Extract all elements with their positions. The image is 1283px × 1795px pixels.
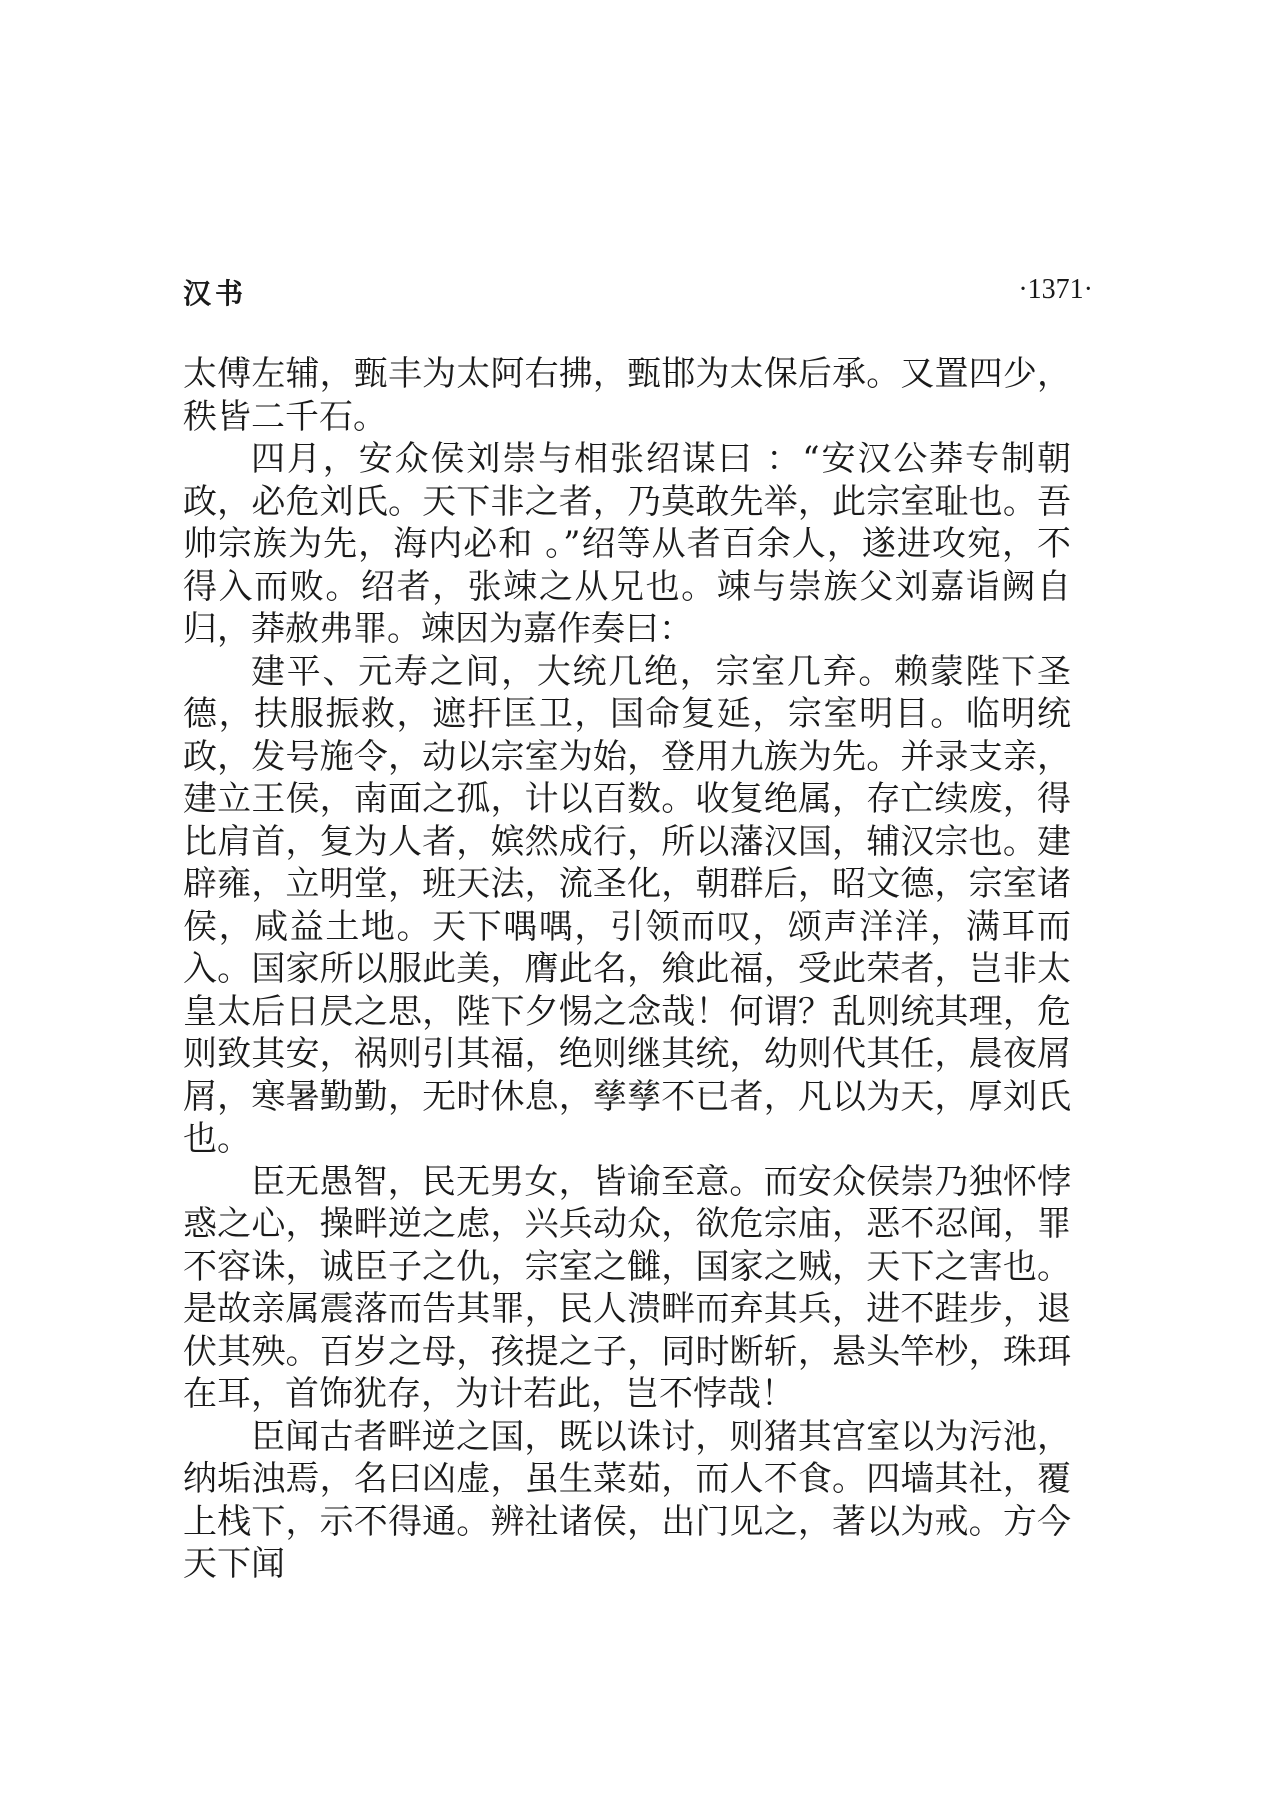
quoted-memorial-paragraph: 臣无愚智，民无男女，皆谕至意。而安众侯崇乃独怀悖惑之心，操畔逆之虑，兴兵动众，欲危宗庙，恶不忍闻，罪不容诛，诚臣子之仇，宗室之雠，国家之贼，天下之害也。是故亲属震落而告其罪，民人溃畔而弃其兵，进不跬步，退伏其殃。百岁之母，孩提之子，同时断斩，悬头竿杪，珠珥在耳，首饰犹存，为计若此，岂不悖哉！	[183, 1161, 1071, 1414]
page-number: ·1371·	[1018, 274, 1093, 305]
paragraph: 四月，安众侯刘崇与相张绍谋曰 ：“安汉公莽专制朝政，必危刘氏。天下非之者，乃莫敢先举，此宗室耻也。吾帅宗族为先，海内必和 。”绍等从者百余人，遂进攻宛，不得入而败。绍者，张竦之从兄也。竦与崇族父刘嘉诣阙自归，莽赦弗罪。竦因为嘉作奏曰：	[183, 439, 1071, 649]
quoted-memorial-paragraph: 臣闻古者畔逆之国，既以诛讨，则猪其宫室以为污池，纳垢浊焉，名曰凶虚，虽生菜茹，而人不食。四墙其社，覆上栈下，示不得通。辨社诸侯，出门见之，著以为戒。方今天下闻	[183, 1416, 1071, 1584]
page-header	[183, 272, 1093, 314]
quoted-memorial-paragraph: 建平、元寿之间，大统几绝，宗室几弃。赖蒙陛下圣德，扶服振救，遮扞匡卫，国命复延，宗室明目。临明统政，发号施令，动以宗室为始，登用九族为先。并录支亲，建立王侯，南面之孤，计以百数。收复绝属，存亡续废，得比肩首，复为人者，嫔然成行，所以藩汉国，辅汉宗也。建辟雍，立明堂，班天法，流圣化，朝群后，昭文德，宗室诸侯，咸益土地。天下喁喁，引领而叹，颂声洋洋，满耳而入。国家所以服此美，膺此名，飨此福，受此荣者，岂非太皇太后日昃之思，陛下夕惕之念哉！何谓？乱则统其理，危则致其安，祸则引其福，绝则继其统，幼则代其任，晨夜屑屑，寒暑勤勤，无时休息，孳孳不已者，凡以为天，厚刘氏也。	[183, 651, 1071, 1159]
body-text	[183, 353, 1071, 1586]
book-title: 汉书	[183, 277, 248, 310]
paragraph: 太傅左辅，甄丰为太阿右拂，甄邯为太保后承。又置四少，秩皆二千石。	[183, 354, 1071, 437]
